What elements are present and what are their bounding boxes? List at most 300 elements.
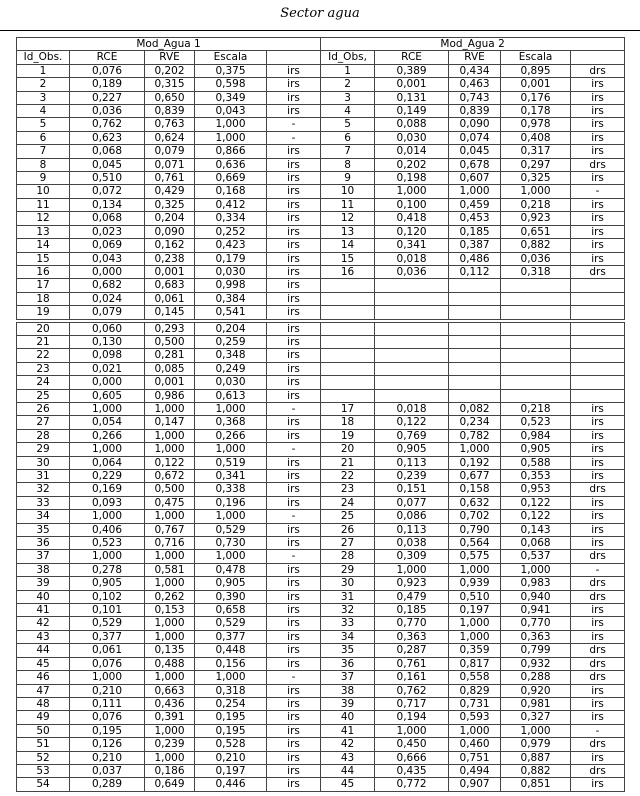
table-cell: 1,000: [145, 402, 195, 415]
table-cell: 14: [321, 239, 375, 252]
table-row: [17, 644, 625, 657]
table-cell: [321, 322, 375, 335]
table-cell: 0,122: [145, 456, 195, 469]
table-cell: irs: [571, 456, 625, 469]
table-cell: 0,767: [145, 523, 195, 536]
table-row: [17, 523, 625, 536]
table-cell: 0,076: [70, 711, 145, 724]
table-cell: 8: [17, 158, 70, 171]
table-cell: irs: [267, 64, 321, 77]
table-cell: 0,406: [70, 523, 145, 536]
table-cell: 0,363: [501, 630, 571, 643]
table-row: [17, 335, 625, 348]
table-cell: 0,076: [70, 64, 145, 77]
table-cell: drs: [571, 64, 625, 77]
table-cell: -: [267, 443, 321, 456]
table-cell: 0,018: [375, 252, 449, 265]
table-cell: 0,112: [449, 265, 501, 278]
table-cell: 0,986: [145, 389, 195, 402]
table-cell: irs: [571, 131, 625, 144]
table-cell: 0,541: [195, 306, 267, 319]
table-cell: 29: [17, 443, 70, 456]
table-cell: irs: [267, 537, 321, 550]
table-cell: [375, 322, 449, 335]
table-cell: 3: [17, 91, 70, 104]
table-cell: 0,045: [70, 158, 145, 171]
table-cell: 0,658: [195, 604, 267, 617]
table-cell: 0,666: [375, 751, 449, 764]
table-row: [17, 91, 625, 104]
table-cell: 0,045: [449, 145, 501, 158]
table-cell: irs: [571, 145, 625, 158]
table-cell: 0,064: [70, 456, 145, 469]
table-cell: 0,907: [449, 778, 501, 791]
col-header-id-obs-1: Id_Obs.: [17, 51, 70, 64]
table-cell: 0,068: [70, 212, 145, 225]
table-row: [17, 537, 625, 550]
table-cell: 0,593: [449, 711, 501, 724]
table-cell: irs: [571, 402, 625, 415]
table-cell: 0,649: [145, 778, 195, 791]
table-cell: 0,147: [145, 416, 195, 429]
table-cell: 0,023: [70, 225, 145, 238]
table-cell: 0,001: [501, 78, 571, 91]
table-cell: drs: [571, 577, 625, 590]
table-cell: 0,318: [195, 684, 267, 697]
table-row: [17, 483, 625, 496]
table-cell: 1: [321, 64, 375, 77]
table-cell: irs: [267, 91, 321, 104]
table-cell: irs: [571, 630, 625, 643]
table-cell: irs: [267, 252, 321, 265]
table-cell: 0,014: [375, 145, 449, 158]
table-cell: irs: [571, 510, 625, 523]
table-cell: 13: [17, 225, 70, 238]
table-cell: 13: [321, 225, 375, 238]
table-cell: irs: [571, 684, 625, 697]
table-cell: 32: [17, 483, 70, 496]
table-cell: 0,038: [375, 537, 449, 550]
table-row: [17, 78, 625, 91]
table-row: [17, 252, 625, 265]
table-cell: 0,923: [501, 212, 571, 225]
table-cell: 0,086: [375, 510, 449, 523]
table-row: [17, 239, 625, 252]
table-cell: 0,581: [145, 563, 195, 576]
table-cell: irs: [571, 91, 625, 104]
table-cell: 0,375: [195, 64, 267, 77]
table-cell: 0,185: [449, 225, 501, 238]
table-cell: -: [267, 671, 321, 684]
table-cell: 1,000: [145, 429, 195, 442]
table-cell: irs: [267, 265, 321, 278]
table-caption: Sector agua: [280, 6, 360, 21]
table-cell: 0,101: [70, 604, 145, 617]
table-cell: 26: [17, 402, 70, 415]
table-cell: irs: [571, 239, 625, 252]
table-cell: irs: [267, 349, 321, 362]
table-cell: 0,488: [145, 657, 195, 670]
table-cell: 0,751: [449, 751, 501, 764]
table-cell: 0,204: [145, 212, 195, 225]
table-cell: 0,079: [145, 145, 195, 158]
table-cell: 0,134: [70, 198, 145, 211]
table-cell: 0,176: [501, 91, 571, 104]
table-cell: 1,000: [145, 724, 195, 737]
table-cell: 0,998: [195, 279, 267, 292]
table-cell: [375, 292, 449, 305]
table-cell: 0,523: [501, 416, 571, 429]
table-cell: 31: [17, 470, 70, 483]
table-cell: 0,317: [501, 145, 571, 158]
table-cell: 36: [321, 657, 375, 670]
table-row: [17, 145, 625, 158]
table-cell: 27: [321, 537, 375, 550]
table-cell: 38: [321, 684, 375, 697]
table-cell: 0,162: [145, 239, 195, 252]
table-cell: 1,000: [145, 510, 195, 523]
table-row: [17, 158, 625, 171]
table-cell: 1,000: [375, 724, 449, 737]
table-cell: 1,000: [195, 402, 267, 415]
table-cell: 25: [321, 510, 375, 523]
table-cell: -: [571, 724, 625, 737]
table-cell: 0,189: [70, 78, 145, 91]
table-cell: 0,135: [145, 644, 195, 657]
table-cell: [571, 349, 625, 362]
table-cell: [449, 335, 501, 348]
table-cell: 0,349: [195, 91, 267, 104]
table-cell: drs: [571, 158, 625, 171]
table-cell: drs: [571, 590, 625, 603]
table-cell: 0,238: [145, 252, 195, 265]
table-cell: 0,043: [70, 252, 145, 265]
table-cell: -: [267, 510, 321, 523]
table-cell: 0,450: [375, 738, 449, 751]
table-cell: -: [571, 563, 625, 576]
table-cell: irs: [267, 697, 321, 710]
table-cell: 0,278: [70, 563, 145, 576]
table-cell: 0,122: [501, 510, 571, 523]
table-cell: [449, 279, 501, 292]
table-cell: 5: [321, 118, 375, 131]
table-cell: 0,227: [70, 91, 145, 104]
table-row: [17, 470, 625, 483]
table-cell: 0,923: [375, 577, 449, 590]
table-cell: 0,446: [195, 778, 267, 791]
table-cell: irs: [267, 496, 321, 509]
table-cell: 0,558: [449, 671, 501, 684]
table-cell: [571, 376, 625, 389]
table-cell: [571, 306, 625, 319]
table-cell: irs: [571, 617, 625, 630]
table-cell: [449, 349, 501, 362]
table-cell: 23: [17, 362, 70, 375]
table-cell: 0,001: [145, 265, 195, 278]
table-cell: drs: [571, 671, 625, 684]
table-row: [17, 349, 625, 362]
table-cell: 0,448: [195, 644, 267, 657]
table-cell: 1,000: [449, 724, 501, 737]
table-cell: 0,762: [375, 684, 449, 697]
table-cell: 0,605: [70, 389, 145, 402]
col-header-escala-1: Escala: [195, 51, 267, 64]
table-cell: 0,537: [501, 550, 571, 563]
table-cell: irs: [267, 78, 321, 91]
table-cell: 0,905: [70, 577, 145, 590]
table-row: [17, 510, 625, 523]
table-cell: 0,262: [145, 590, 195, 603]
table-cell: 0,156: [195, 657, 267, 670]
table-cell: irs: [267, 198, 321, 211]
table-cell: -: [267, 402, 321, 415]
table-cell: [501, 292, 571, 305]
table-cell: 0,770: [501, 617, 571, 630]
table-cell: 0,168: [195, 185, 267, 198]
table-cell: 0,036: [501, 252, 571, 265]
table-cell: 0,683: [145, 279, 195, 292]
table-cell: 5: [17, 118, 70, 131]
table-cell: 0,341: [195, 470, 267, 483]
table-cell: 0,158: [449, 483, 501, 496]
table-cell: 53: [17, 764, 70, 777]
table-cell: 1,000: [501, 185, 571, 198]
table-cell: 4: [321, 105, 375, 118]
table-cell: irs: [267, 429, 321, 442]
table-cell: 22: [321, 470, 375, 483]
table-cell: 39: [17, 577, 70, 590]
table-cell: 0,054: [70, 416, 145, 429]
table-cell: 28: [17, 429, 70, 442]
table-cell: 2: [17, 78, 70, 91]
table-cell: 0,940: [501, 590, 571, 603]
table-cell: 0,113: [375, 456, 449, 469]
table-cell: 0,613: [195, 389, 267, 402]
table-cell: irs: [267, 172, 321, 185]
table-cell: [449, 376, 501, 389]
table-row: [17, 416, 625, 429]
table-cell: irs: [267, 644, 321, 657]
table-cell: 0,210: [195, 751, 267, 764]
table-cell: irs: [267, 751, 321, 764]
table-cell: 0,197: [195, 764, 267, 777]
table-cell: 1,000: [145, 550, 195, 563]
table-row: [17, 751, 625, 764]
table-cell: 0,423: [195, 239, 267, 252]
table-cell: 30: [17, 456, 70, 469]
table-cell: 0,090: [449, 118, 501, 131]
table-cell: 0,895: [501, 64, 571, 77]
table-cell: 0,463: [449, 78, 501, 91]
table-row: [17, 590, 625, 603]
table-cell: 1,000: [70, 510, 145, 523]
table-cell: 0,030: [195, 265, 267, 278]
table-row: [17, 64, 625, 77]
table-cell: 0,762: [70, 118, 145, 131]
table-cell: 3: [321, 91, 375, 104]
table-cell: drs: [571, 657, 625, 670]
table-cell: drs: [571, 764, 625, 777]
table-cell: 1,000: [145, 617, 195, 630]
table-cell: 9: [321, 172, 375, 185]
col-header-returns-1: [267, 51, 321, 64]
table-cell: [501, 362, 571, 375]
table-cell: 29: [321, 563, 375, 576]
table-cell: 1,000: [195, 443, 267, 456]
table-cell: 0,001: [375, 78, 449, 91]
table-row: [17, 322, 625, 335]
table-cell: 0,353: [501, 470, 571, 483]
table-cell: 0,529: [195, 617, 267, 630]
table-cell: drs: [571, 644, 625, 657]
table-cell: irs: [571, 118, 625, 131]
table-cell: 0,359: [449, 644, 501, 657]
table-cell: 15: [17, 252, 70, 265]
table-cell: 0,131: [375, 91, 449, 104]
table-cell: 0,204: [195, 322, 267, 335]
table-cell: 0,829: [449, 684, 501, 697]
table-cell: 7: [321, 145, 375, 158]
table-cell: 14: [17, 239, 70, 252]
table-cell: 44: [321, 764, 375, 777]
table-cell: 0,252: [195, 225, 267, 238]
table-cell: [321, 389, 375, 402]
table-cell: 0,607: [449, 172, 501, 185]
table-cell: 0,202: [145, 64, 195, 77]
table-cell: 1,000: [375, 185, 449, 198]
table-cell: 0,325: [501, 172, 571, 185]
table-cell: 0,453: [449, 212, 501, 225]
table-cell: 1,000: [501, 724, 571, 737]
table-cell: 2: [321, 78, 375, 91]
table-cell: irs: [267, 470, 321, 483]
table-cell: irs: [267, 185, 321, 198]
table-cell: irs: [571, 496, 625, 509]
table-cell: 0,887: [501, 751, 571, 764]
table-cell: 0,905: [195, 577, 267, 590]
table-cell: drs: [571, 483, 625, 496]
table-cell: 0,377: [70, 630, 145, 643]
table-row: [17, 684, 625, 697]
table-cell: [321, 362, 375, 375]
table-cell: 0,037: [70, 764, 145, 777]
table-cell: 0,288: [501, 671, 571, 684]
table-cell: 0,939: [449, 577, 501, 590]
table-cell: irs: [267, 376, 321, 389]
table-cell: [375, 335, 449, 348]
table-cell: drs: [571, 738, 625, 751]
table-cell: 41: [321, 724, 375, 737]
table-cell: 24: [17, 376, 70, 389]
table-cell: 0,060: [70, 322, 145, 335]
table-cell: [321, 306, 375, 319]
table-cell: 0,036: [375, 265, 449, 278]
table-row: [17, 376, 625, 389]
table-cell: 0,071: [145, 158, 195, 171]
table-cell: 31: [321, 590, 375, 603]
table-cell: 19: [17, 306, 70, 319]
table-cell: 0,061: [70, 644, 145, 657]
table-cell: 0,632: [449, 496, 501, 509]
table-cell: 0,983: [501, 577, 571, 590]
table-row: [17, 630, 625, 643]
table-row: [17, 671, 625, 684]
table-cell: 1,000: [449, 443, 501, 456]
table-row: [17, 563, 625, 576]
table-cell: 0,293: [145, 322, 195, 335]
table-cell: 0,770: [375, 617, 449, 630]
table-cell: 0,309: [375, 550, 449, 563]
col-header-returns-2: [571, 51, 625, 64]
table-row: [17, 118, 625, 131]
table-cell: 0,281: [145, 349, 195, 362]
table-cell: [449, 362, 501, 375]
table-cell: [449, 389, 501, 402]
table-cell: irs: [267, 279, 321, 292]
table-cell: 0,102: [70, 590, 145, 603]
table-cell: 0,389: [375, 64, 449, 77]
table-cell: 42: [321, 738, 375, 751]
table-cell: 0,839: [145, 105, 195, 118]
table-cell: [321, 376, 375, 389]
table-cell: [571, 322, 625, 335]
table-cell: 11: [17, 198, 70, 211]
table-cell: 0,297: [501, 158, 571, 171]
table-cell: irs: [571, 604, 625, 617]
table-cell: 0,186: [145, 764, 195, 777]
table-cell: [501, 279, 571, 292]
table-cell: 0,085: [145, 362, 195, 375]
table-cell: 0,179: [195, 252, 267, 265]
table-cell: 1,000: [449, 630, 501, 643]
table-cell: 26: [321, 523, 375, 536]
table-cell: 0,043: [195, 105, 267, 118]
table-cell: 12: [321, 212, 375, 225]
table-cell: 0,769: [375, 429, 449, 442]
table-cell: 33: [321, 617, 375, 630]
table-cell: 18: [17, 292, 70, 305]
table-cell: 0,882: [501, 764, 571, 777]
table-row: [17, 738, 625, 751]
table-row: [17, 443, 625, 456]
table-cell: 0,266: [70, 429, 145, 442]
table-cell: 0,920: [501, 684, 571, 697]
table-cell: 0,716: [145, 537, 195, 550]
table-cell: irs: [571, 711, 625, 724]
group-header-mod-agua-2: Mod_Agua 2: [321, 38, 625, 51]
table-cell: 0,523: [70, 537, 145, 550]
table-cell: irs: [267, 604, 321, 617]
table-cell: 9: [17, 172, 70, 185]
table-row: [17, 456, 625, 469]
table-cell: 0,624: [145, 131, 195, 144]
table-cell: 43: [321, 751, 375, 764]
table-cell: 0,839: [449, 105, 501, 118]
table-cell: irs: [571, 470, 625, 483]
table-cell: 35: [321, 644, 375, 657]
table-cell: irs: [267, 764, 321, 777]
table-cell: 0,978: [501, 118, 571, 131]
table-cell: 0,178: [501, 105, 571, 118]
table-row: [17, 131, 625, 144]
table-cell: 0,334: [195, 212, 267, 225]
table-cell: [501, 335, 571, 348]
table-cell: 50: [17, 724, 70, 737]
table-row: [17, 764, 625, 777]
table-cell: 0,564: [449, 537, 501, 550]
table-row: [17, 657, 625, 670]
table-cell: 0,368: [195, 416, 267, 429]
